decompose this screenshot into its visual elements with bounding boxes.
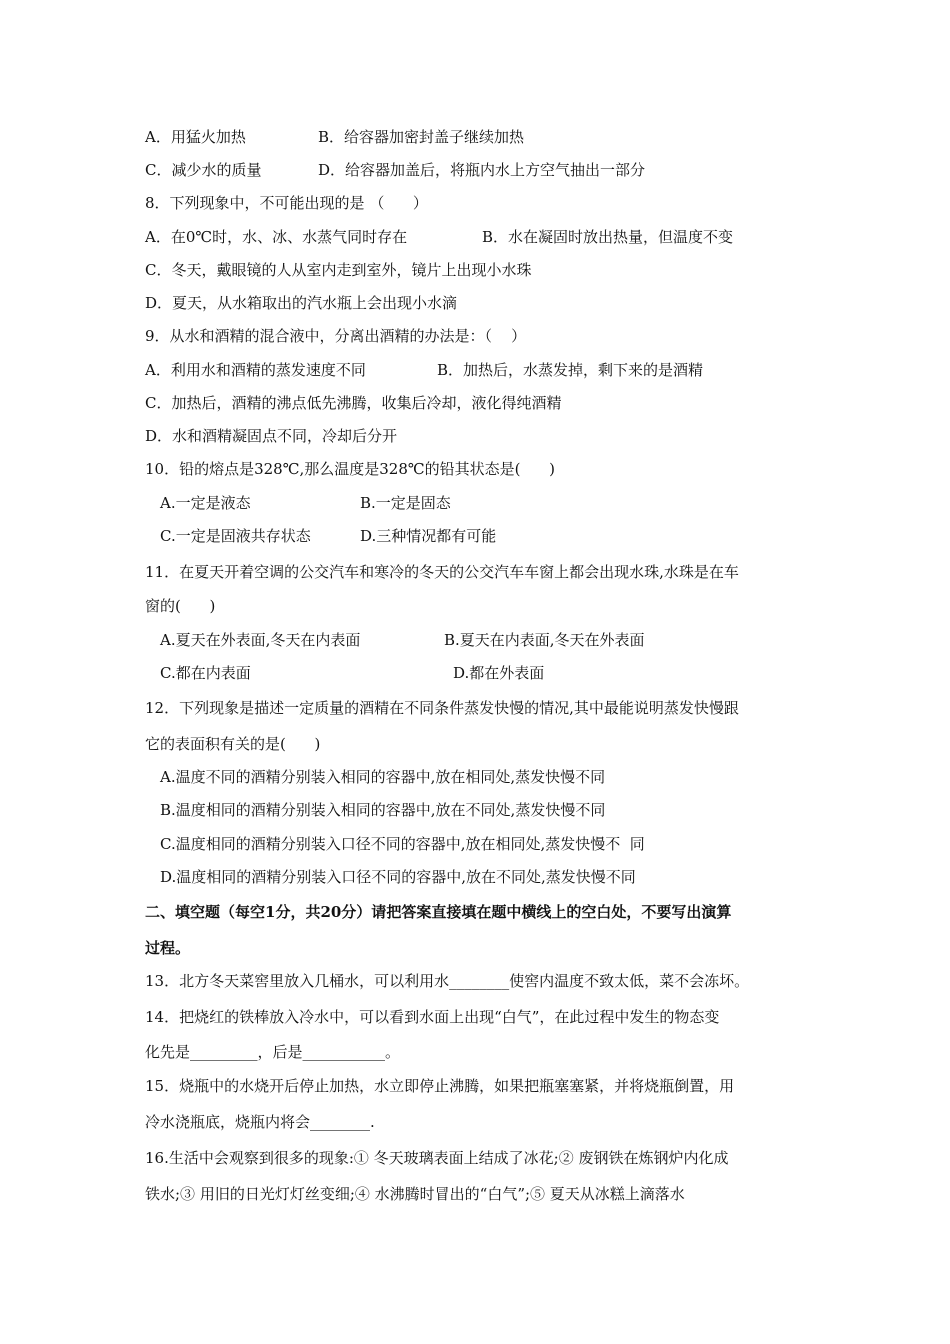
option-12b: B.温度相同的酒精分别装入相同的容器中,放在不同处,蒸发快慢不同 xyxy=(160,801,606,819)
option-7a: A．用猛火加热 xyxy=(145,128,246,146)
section-2-heading: 二、填空题（每空1分，共20分）请把答案直接填在题中横线上的空白处，不要写出演算 xyxy=(145,903,732,921)
question-15-cont: 冷水浇瓶底，烧瓶内将会________. xyxy=(145,1113,375,1131)
option-11a: A.夏天在外表面,冬天在内表面 xyxy=(160,631,361,649)
option-7c: C．减少水的质量 xyxy=(145,161,262,179)
option-8c: C．冬天，戴眼镜的人从室内走到室外，镜片上出现小水珠 xyxy=(145,261,532,279)
option-9d: D．水和酒精凝固点不同，冷却后分开 xyxy=(145,427,398,445)
option-9c: C．加热后，酒精的沸点低先沸腾，收集后冷却，液化得纯酒精 xyxy=(145,394,562,412)
option-7d: D．给容器加盖后，将瓶内水上方空气抽出一部分 xyxy=(318,161,646,179)
option-10c: C.一定是固液共存状态 xyxy=(160,527,311,545)
option-11c: C.都在内表面 xyxy=(160,664,251,682)
option-8b: B．水在凝固时放出热量，但温度不变 xyxy=(482,228,734,246)
question-13: 13．北方冬天菜窖里放入几桶水，可以利用水________使窖内温度不致太低，菜不会冻坏。 xyxy=(145,972,750,990)
option-7b: B．给容器加密封盖子继续加热 xyxy=(318,128,525,146)
option-12a: A.温度不同的酒精分别装入相同的容器中,放在相同处,蒸发快慢不同 xyxy=(160,768,606,786)
question-8: 8．下列现象中，不可能出现的是 （ ） xyxy=(145,194,428,212)
section-2-heading-cont: 过程。 xyxy=(145,939,191,957)
question-14: 14．把烧红的铁棒放入冷水中，可以看到水面上出现“白气”，在此过程中发生的物态变 xyxy=(145,1008,720,1026)
question-16-cont: 铁水;③ 用旧的日光灯灯丝变细;④ 水沸腾时冒出的“白气”;⑤ 夏天从冰糕上滴落水 xyxy=(145,1185,685,1203)
question-9: 9．从水和酒精的混合液中，分离出酒精的办法是：（ ） xyxy=(145,327,527,345)
question-14-cont: 化先是_________，后是___________。 xyxy=(145,1043,401,1061)
option-12d: D.温度相同的酒精分别装入口径不同的容器中,放在不同处,蒸发快慢不同 xyxy=(160,868,636,886)
option-11b: B.夏天在内表面,冬天在外表面 xyxy=(444,631,645,649)
option-12c: C.温度相同的酒精分别装入口径不同的容器中,放在相同处,蒸发快慢不 同 xyxy=(160,835,645,853)
option-9b: B．加热后，水蒸发掉，剩下来的是酒精 xyxy=(437,361,704,379)
option-9a: A．利用水和酒精的蒸发速度不同 xyxy=(145,361,366,379)
question-11: 11．在夏天开着空调的公交汽车和寒冷的冬天的公交汽车车窗上都会出现水珠,水珠是在车 xyxy=(145,563,739,581)
question-12-cont: 它的表面积有关的是( ) xyxy=(145,735,321,753)
option-10a: A.一定是液态 xyxy=(160,494,251,512)
option-8d: D．夏天，从水箱取出的汽水瓶上会出现小水滴 xyxy=(145,294,458,312)
question-11-cont: 窗的( ) xyxy=(145,597,216,615)
question-10: 10．铅的熔点是328℃,那么温度是328℃的铅其状态是( ) xyxy=(145,460,555,478)
question-15: 15．烧瓶中的水烧开后停止加热，水立即停止沸腾，如果把瓶塞塞紧，并将烧瓶倒置，用 xyxy=(145,1077,735,1095)
question-12: 12．下列现象是描述一定质量的酒精在不同条件蒸发快慢的情况,其中最能说明蒸发快慢跟 xyxy=(145,699,739,717)
option-10d: D.三种情况都有可能 xyxy=(360,527,497,545)
option-11d: D.都在外表面 xyxy=(453,664,545,682)
option-8a: A．在0℃时，水、冰、水蒸气同时存在 xyxy=(145,228,408,246)
option-10b: B.一定是固态 xyxy=(360,494,451,512)
question-16: 16.生活中会观察到很多的现象:① 冬天玻璃表面上结成了冰花;② 废钢铁在炼钢炉内化成 xyxy=(145,1149,729,1167)
